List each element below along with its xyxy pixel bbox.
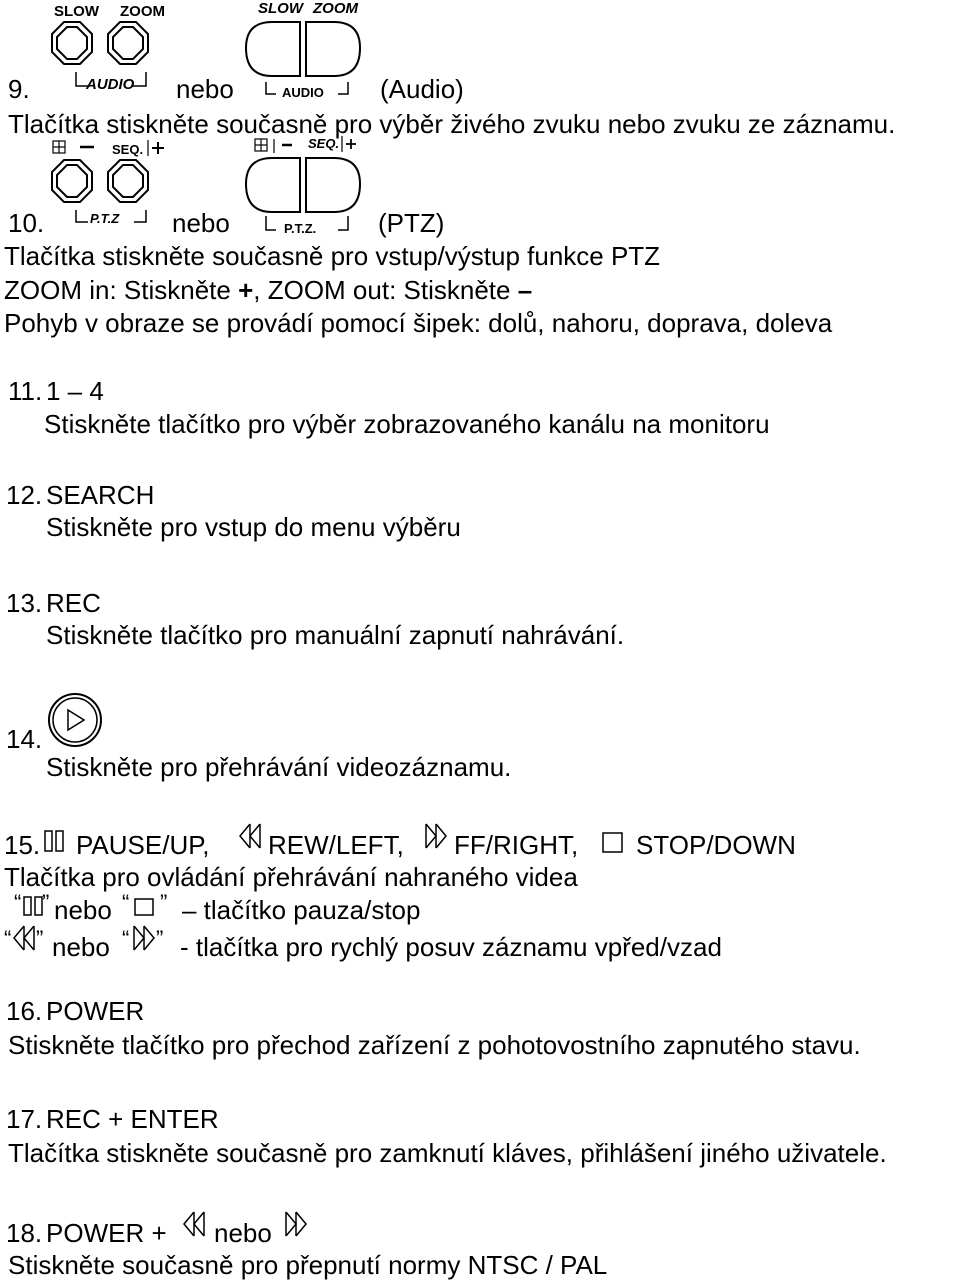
plus-icon-alt xyxy=(340,134,362,156)
item-description: Tlačítka stiskněte současně pro zamknutí kláves, přihlášení jiného uživatele. xyxy=(8,1138,887,1168)
minus-symbol: – xyxy=(517,275,533,305)
ptz-label-alt: P.T.Z. xyxy=(284,221,317,236)
stop-icon-inline xyxy=(132,896,158,920)
plus-icon xyxy=(146,136,168,160)
audio-label-alt: AUDIO xyxy=(282,85,324,100)
zoom-label: ZOOM xyxy=(120,3,165,20)
item-title: REC + ENTER xyxy=(46,1104,219,1134)
slow-label: SLOW xyxy=(54,3,99,20)
item-description: Stiskněte tlačítko pro výběr zobrazovaného kanálu na monitoru xyxy=(44,409,770,439)
fast-forward-icon xyxy=(282,1210,308,1242)
item-number: 17. xyxy=(6,1104,43,1134)
item-number: 18. xyxy=(6,1218,43,1248)
ptz-label: P.T.Z xyxy=(90,211,120,226)
pause-stop-text: – tlačítko pauza/stop xyxy=(182,895,421,925)
item-number: 16. xyxy=(6,996,43,1026)
item-number: 11. xyxy=(8,376,43,406)
open-quote: “ xyxy=(14,890,22,915)
close-quote: ” xyxy=(160,890,168,915)
item-description: Stiskněte pro přehrávání videozáznamu. xyxy=(46,752,512,782)
item-number: 12. xyxy=(6,480,43,510)
item-title: POWER xyxy=(46,996,145,1026)
item-description: Stiskněte tlačítko pro manuální zapnutí nahrávání. xyxy=(46,620,625,650)
grid-minus-icon-alt xyxy=(254,137,304,157)
item-title: (Audio) xyxy=(380,74,464,104)
item-description: Tlačítka stiskněte současně pro výběr živého zvuku nebo zvuku ze záznamu. xyxy=(8,109,896,139)
nebo-text: nebo xyxy=(52,932,110,962)
nebo-text: nebo xyxy=(172,208,230,238)
grid-minus-icon xyxy=(52,139,112,159)
zoom-in-text: ZOOM in: Stiskněte xyxy=(4,275,231,305)
item-description: Stiskněte současně pro přepnutí normy NTSC / PAL xyxy=(8,1250,608,1280)
fast-forward-icon-inline xyxy=(130,924,156,956)
rewind-label: REW/LEFT, xyxy=(268,830,404,860)
close-quote: ” xyxy=(156,926,164,951)
item-description: Stiskněte tlačítko pro přechod zařízení z pohotovostního zapnutého stavu. xyxy=(8,1030,861,1060)
pause-icon xyxy=(42,828,68,856)
item-number: 15. xyxy=(4,830,41,860)
stop-label: STOP/DOWN xyxy=(636,830,796,860)
item-number: 9. xyxy=(8,74,30,104)
item-description: Tlačítka stiskněte současně pro vstup/výstup funkce PTZ xyxy=(4,241,661,271)
movement-instructions: Pohyb v obraze se provádí pomocí šipek: dolů, nahoru, doprava, doleva xyxy=(4,308,833,338)
item-description: Stiskněte pro vstup do menu výběru xyxy=(46,512,461,542)
audio-label: AUDIO xyxy=(86,76,135,93)
close-quote: ” xyxy=(42,890,50,915)
zoom-out-text: , ZOOM out: Stiskněte xyxy=(253,275,511,305)
nebo-text: nebo xyxy=(214,1218,272,1248)
fast-seek-text: - tlačítka pro rychlý posuv záznamu vpřed/vzad xyxy=(180,932,722,962)
nebo-text: nebo xyxy=(176,74,234,104)
rewind-icon-inline xyxy=(12,924,38,956)
rewind-icon xyxy=(182,1210,208,1242)
item-number: 13. xyxy=(6,588,43,618)
rewind-icon xyxy=(238,822,264,854)
item-description: Tlačítka pro ovládání přehrávání nahraného videa xyxy=(4,862,578,892)
item-title: (PTZ) xyxy=(378,208,445,238)
item-title: REC xyxy=(46,588,101,618)
zoom-instructions xyxy=(4,277,532,303)
item-title: 1 – 4 xyxy=(46,376,104,406)
stop-icon xyxy=(600,830,626,856)
nebo-text: nebo xyxy=(54,895,112,925)
fast-forward-label: FF/RIGHT, xyxy=(454,830,579,860)
open-quote: “ xyxy=(122,890,130,915)
zoom-label-alt: ZOOM xyxy=(313,0,358,17)
item-number: 14. xyxy=(6,724,43,754)
open-quote: “ xyxy=(122,926,130,951)
item-title: POWER + xyxy=(46,1218,167,1248)
slow-label-alt: SLOW xyxy=(258,0,303,17)
close-quote: ” xyxy=(36,926,44,951)
plus-symbol: + xyxy=(238,275,254,305)
open-quote: “ xyxy=(4,926,12,951)
seq-label-alt: SEQ. xyxy=(308,136,340,151)
item-title: SEARCH xyxy=(46,480,155,510)
pause-label: PAUSE/UP, xyxy=(76,830,210,860)
seq-label: SEQ. xyxy=(112,142,144,157)
play-button-icon xyxy=(47,692,103,748)
fast-forward-icon xyxy=(422,822,448,854)
item-number: 10. xyxy=(8,208,45,238)
